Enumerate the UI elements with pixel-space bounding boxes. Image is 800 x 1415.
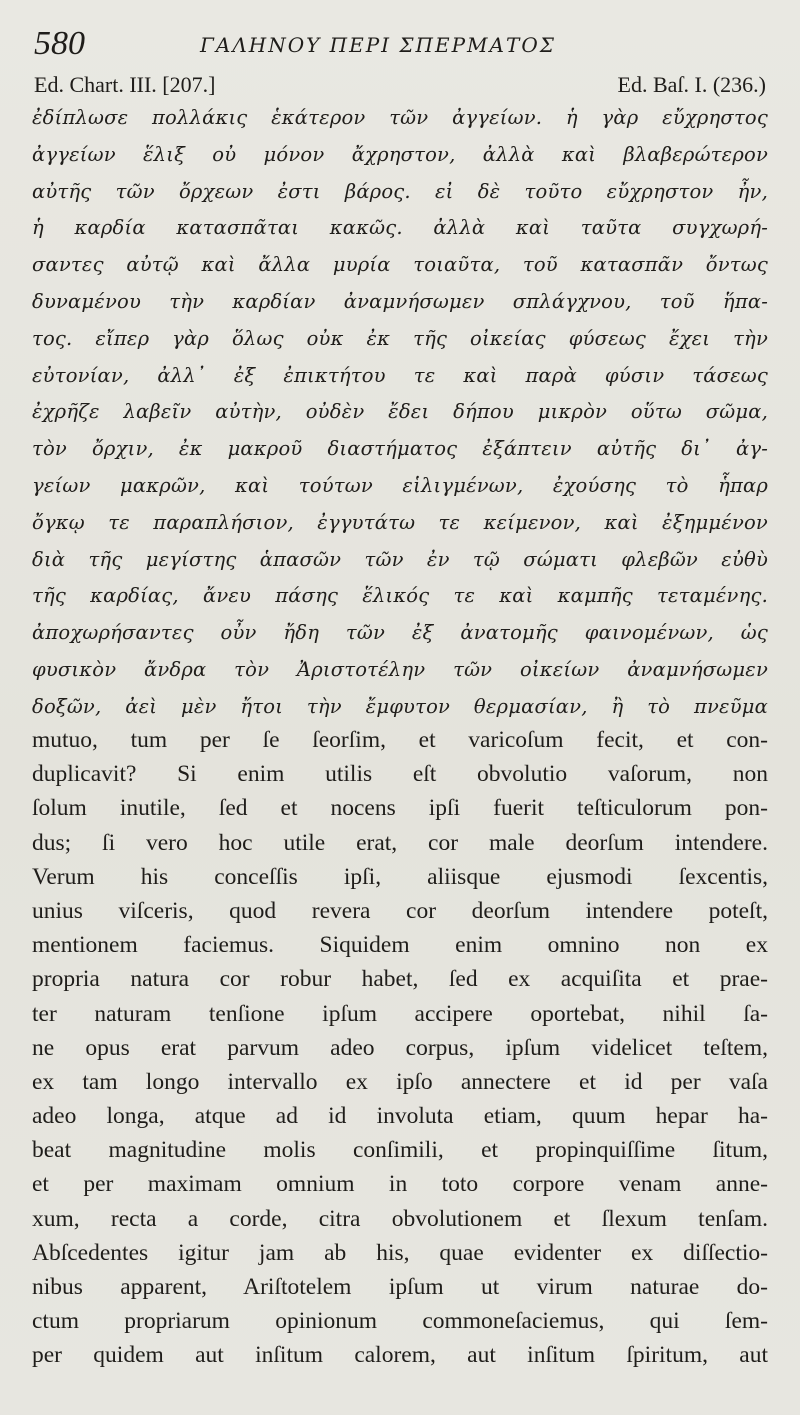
latin-text bbox=[32, 723, 768, 1373]
greek-line: γείων μακρῶν, καὶ τούτων εἱλιγμένων, ἐχούσης τὸ ἧπαρ bbox=[32, 473, 768, 497]
latin-line: Verum his conceſſis ipſi, aliisque ejusmodi ſexcentis, bbox=[32, 863, 768, 890]
greek-line: ὄγκῳ τε παραπλήσιον, ἐγγυτάτω τε κείμενον, καὶ ἐξημμένον bbox=[32, 510, 768, 534]
latin-line: beat magnitudine molis conſimili, et propinquiſſime ſitum, bbox=[32, 1137, 768, 1164]
latin-line: mutuo, tum per ſe ſeorſim, et varicoſum fecit, et con- bbox=[32, 727, 768, 753]
latin-line: ſolum inutile, ſed et nocens ipſi fuerit teſticulorum pon- bbox=[32, 795, 768, 822]
edition-ref-basel: Ed. Baſ. I. (236.) bbox=[617, 72, 766, 97]
running-head bbox=[30, 26, 770, 62]
greek-text bbox=[32, 100, 768, 726]
greek-line: ἀποχωρήσαντες οὖν ἤδη τῶν ἐξ ἀνατομῆς φαινομένων, ὡς bbox=[32, 621, 768, 645]
greek-line: σαντες αὐτῷ καὶ ἄλλα μυρία τοιαῦτα, τοῦ κατασπᾶν ὄντως bbox=[32, 253, 768, 277]
greek-line: δοξῶν, ἀεὶ μὲν ἤτοι τὴν ἔμφυτον θερμασίαν, ἢ τὸ πνεῦμα bbox=[32, 694, 768, 718]
page-number: 580 bbox=[34, 25, 85, 62]
greek-line: ἀγγείων ἕλιξ οὐ μόνον ἄχρηστον, ἀλλὰ καὶ βλαβερώτερον bbox=[32, 142, 768, 166]
greek-line: ἡ καρδία κατασπᾶται κακῶς. ἀλλὰ καὶ ταῦτα συγχωρή- bbox=[32, 216, 768, 240]
latin-line: xum, recta a corde, citra obvolutionem et ſlexum tenſam. bbox=[32, 1205, 768, 1232]
page-heading: ΓΑΛΗΝΟΥ ΠΕΡΙ ΣΠΕΡΜΑΤΟΣ bbox=[200, 33, 556, 57]
latin-line: et per maximam omnium in toto corpore venam anne- bbox=[32, 1171, 768, 1198]
latin-line: ter naturam tenſione ipſum accipere oportebat, nihil ſa- bbox=[32, 1000, 768, 1027]
latin-line: per quidem aut inſitum calorem, aut inſitum ſpiritum, aut bbox=[32, 1342, 768, 1369]
greek-line: τῆς καρδίας, ἄνευ πάσης ἕλικός τε καὶ καμπῆς τεταμένης. bbox=[32, 584, 768, 608]
greek-line: δυναμένου τὴν καρδίαν ἀναμνήσωμεν σπλάγχνου, τοῦ ἥπα- bbox=[32, 289, 768, 313]
greek-line: τὸν ὄρχιν, ἐκ μακροῦ διαστήματος ἐξάπτειν αὐτῆς δι᾽ ἀγ- bbox=[32, 437, 768, 461]
greek-line: αὐτῆς τῶν ὄρχεων ἐστι βάρος. εἰ δὲ τοῦτο εὔχρηστον ἦν, bbox=[32, 179, 768, 203]
latin-line: adeo longa, atque ad id involuta etiam, quum hepar ha- bbox=[32, 1103, 768, 1130]
latin-line: mentionem faciemus. Siquidem enim omnino non ex bbox=[32, 932, 768, 959]
latin-line: Abſcedentes igitur jam ab his, quae evidenter ex diſſectio- bbox=[32, 1239, 768, 1266]
greek-line: ἐδίπλωσε πολλάκις ἑκάτερον τῶν ἀγγείων. ἡ γὰρ εὔχρηστος bbox=[32, 106, 768, 129]
latin-line: propria natura cor robur habet, ſed ex acquiſita et prae- bbox=[32, 966, 768, 993]
greek-line: εὐτονίαν, ἀλλ᾽ ἐξ ἐπικτήτου τε καὶ παρὰ φύσιν τάσεως bbox=[32, 363, 768, 387]
latin-line: ctum propriarum opinionum commoneſaciemus, qui ſem- bbox=[32, 1308, 768, 1335]
latin-line: dus; ſi vero hoc utile erat, cor male deorſum intendere. bbox=[32, 829, 768, 856]
latin-line: nibus apparent, Ariſtotelem ipſum ut virum naturae do- bbox=[32, 1274, 768, 1300]
greek-line: τος. εἴπερ γὰρ ὅλως οὐκ ἐκ τῆς οἰκείας φύσεως ἔχει τὴν bbox=[32, 326, 768, 350]
greek-line: ἐχρῆζε λαβεῖν αὐτὴν, οὐδὲν ἔδει δήπου μικρὸν οὕτω σῶμα, bbox=[32, 400, 768, 424]
edition-ref-chartier: Ed. Chart. III. [207.] bbox=[34, 72, 216, 97]
greek-line: φυσικὸν ἄνδρα τὸν Ἀριστοτέλην τῶν οἰκείων ἀναμνήσωμεν bbox=[32, 657, 768, 681]
edition-references bbox=[34, 70, 766, 100]
latin-line: ne opus erat parvum adeo corpus, ipſum videlicet teſtem, bbox=[32, 1034, 768, 1061]
latin-line: duplicavit? Si enim utilis eſt obvolutio vaſorum, non bbox=[32, 761, 768, 788]
greek-line: διὰ τῆς μεγίστης ἁπασῶν τῶν ἐν τῷ σώματι φλεβῶν εὐθὺ bbox=[32, 547, 768, 571]
latin-line: unius viſceris, quod revera cor deorſum intendere poteſt, bbox=[32, 897, 768, 924]
latin-line: ex tam longo intervallo ex ipſo annectere et id per vaſa bbox=[32, 1068, 768, 1095]
